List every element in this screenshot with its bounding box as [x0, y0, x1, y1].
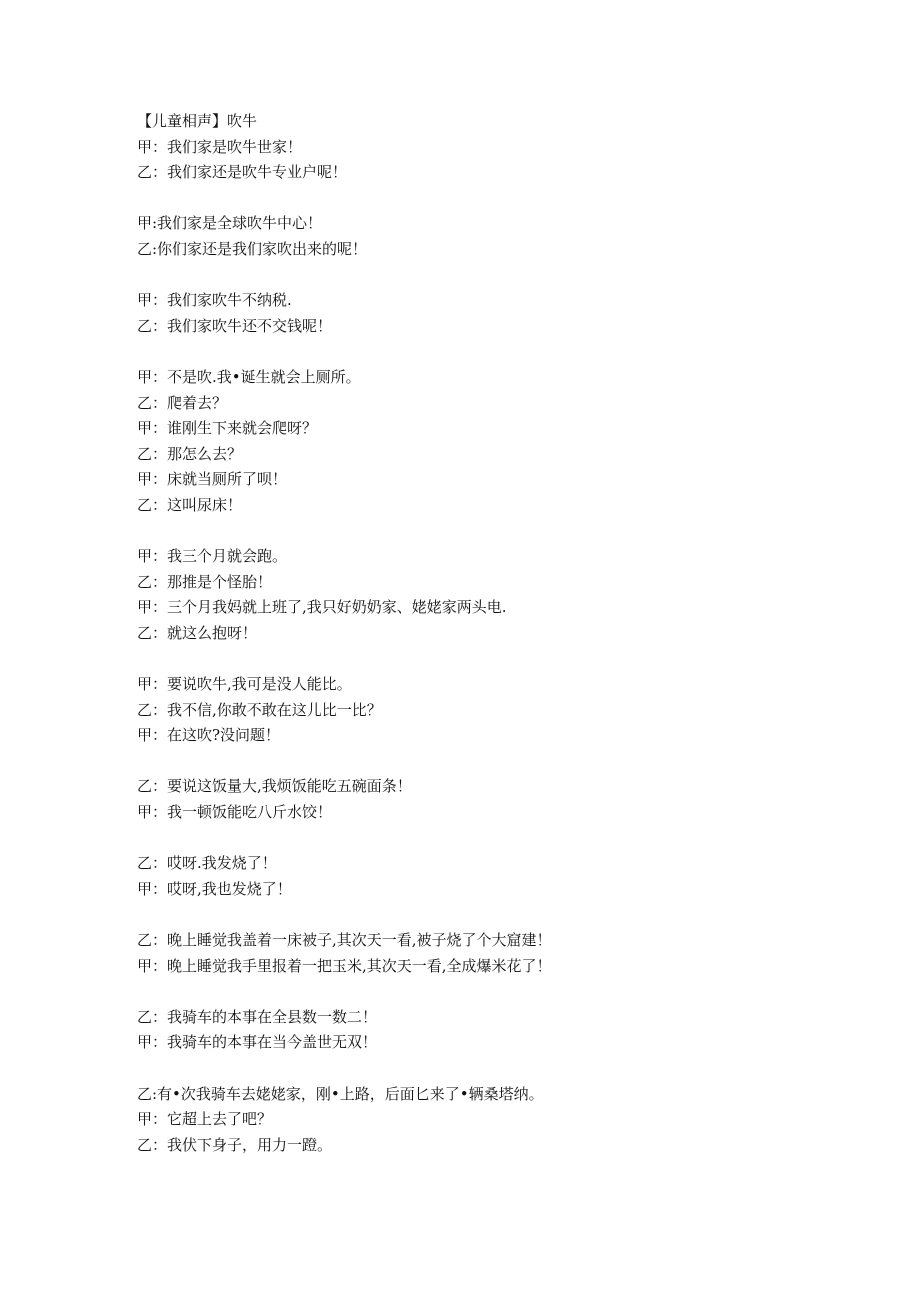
- dialogue-line: 乙:你们家还是我们家吹出来的呢！: [137, 239, 368, 258]
- dialogue-line: 乙：我骑车的本事在全县数一数二！: [137, 1007, 378, 1026]
- dialogue-line: 甲：在这吹?没问题！: [137, 726, 281, 745]
- block-spacer: [137, 979, 857, 1005]
- dialogue-line: 乙：就这么抱呀！: [137, 623, 258, 642]
- dialogue-line: 甲：不是吹.我•诞生就会上厕所。: [137, 367, 361, 386]
- block-spacer: [137, 826, 857, 852]
- dialogue-line: 甲：我们家是吹牛世家！: [137, 137, 303, 156]
- dialogue-line: 乙：我不信,你敢不敢在这儿比一比？: [137, 700, 382, 719]
- dialogue-line: 乙：晚上睡觉我盖着一床被子,其次天一看,被子烧了个大窟建！: [137, 931, 552, 949]
- dialogue-blocks: [137, 135, 857, 1159]
- dialogue-line: 乙：爬着去？: [137, 393, 228, 412]
- dialogue-line: 乙：这叫尿床！: [137, 495, 243, 514]
- block-spacer: [137, 1056, 857, 1082]
- block-spacer: [137, 339, 857, 365]
- dialogue-line: 乙：我们家吹牛还不交钱呢！: [137, 316, 333, 335]
- dialogue-line: 甲:我们家是全球吹牛中心！: [137, 214, 323, 233]
- dialogue-line: 乙：那怎么去？: [137, 444, 243, 463]
- block-spacer: [137, 902, 857, 928]
- dialogue-line: 甲：我三个月就会跑。: [137, 547, 288, 566]
- dialogue-line: 甲：要说吹牛,我可是没人能比。: [137, 675, 352, 694]
- block-spacer: [137, 749, 857, 775]
- document-body: [137, 109, 857, 1158]
- block-spacer: [137, 263, 857, 289]
- block-spacer: [137, 519, 857, 545]
- dialogue-line: 甲：我骑车的本事在当今盖世无双！: [137, 1033, 378, 1052]
- dialogue-line: 乙：我们家还是吹牛专业户呢！: [137, 163, 348, 182]
- dialogue-line: 甲：哎呀,我也发烧了！: [137, 879, 292, 898]
- dialogue-line: 甲：我们家吹牛不纳税.: [137, 291, 292, 310]
- block-spacer: [137, 646, 857, 672]
- dialogue-line: 甲：晚上睡觉我手里报着一把玉米,其次天一看,全成爆米花了！: [137, 956, 552, 975]
- dialogue-line: 乙:有•次我骑车去姥姥家，刚•上路，后面匕来了•辆桑塔纳。: [137, 1084, 544, 1103]
- dialogue-line: 甲：三个月我妈就上班了,我只好奶奶家、姥姥家两头电.: [137, 598, 507, 617]
- dialogue-line: 甲：我一顿饭能吃八斤水饺！: [137, 803, 333, 822]
- document-title: 【儿童相声】吹牛: [137, 112, 258, 130]
- dialogue-line: 乙：要说这饭量大,我烦饭能吃五碗面条！: [137, 777, 412, 796]
- dialogue-line: 甲：床就当厕所了呗！: [137, 470, 288, 489]
- dialogue-line: 甲：它超上去了吧？: [137, 1110, 273, 1129]
- dialogue-line: 乙：哎呀.我发烧了！: [137, 854, 277, 873]
- dialogue-line: 乙：那推是个怪胎！: [137, 572, 273, 591]
- dialogue-line: 乙：我伏下身子，用力一蹬。: [137, 1135, 333, 1154]
- block-spacer: [137, 186, 857, 212]
- dialogue-line: 甲：谁刚生下来就会爬呀？: [137, 419, 318, 438]
